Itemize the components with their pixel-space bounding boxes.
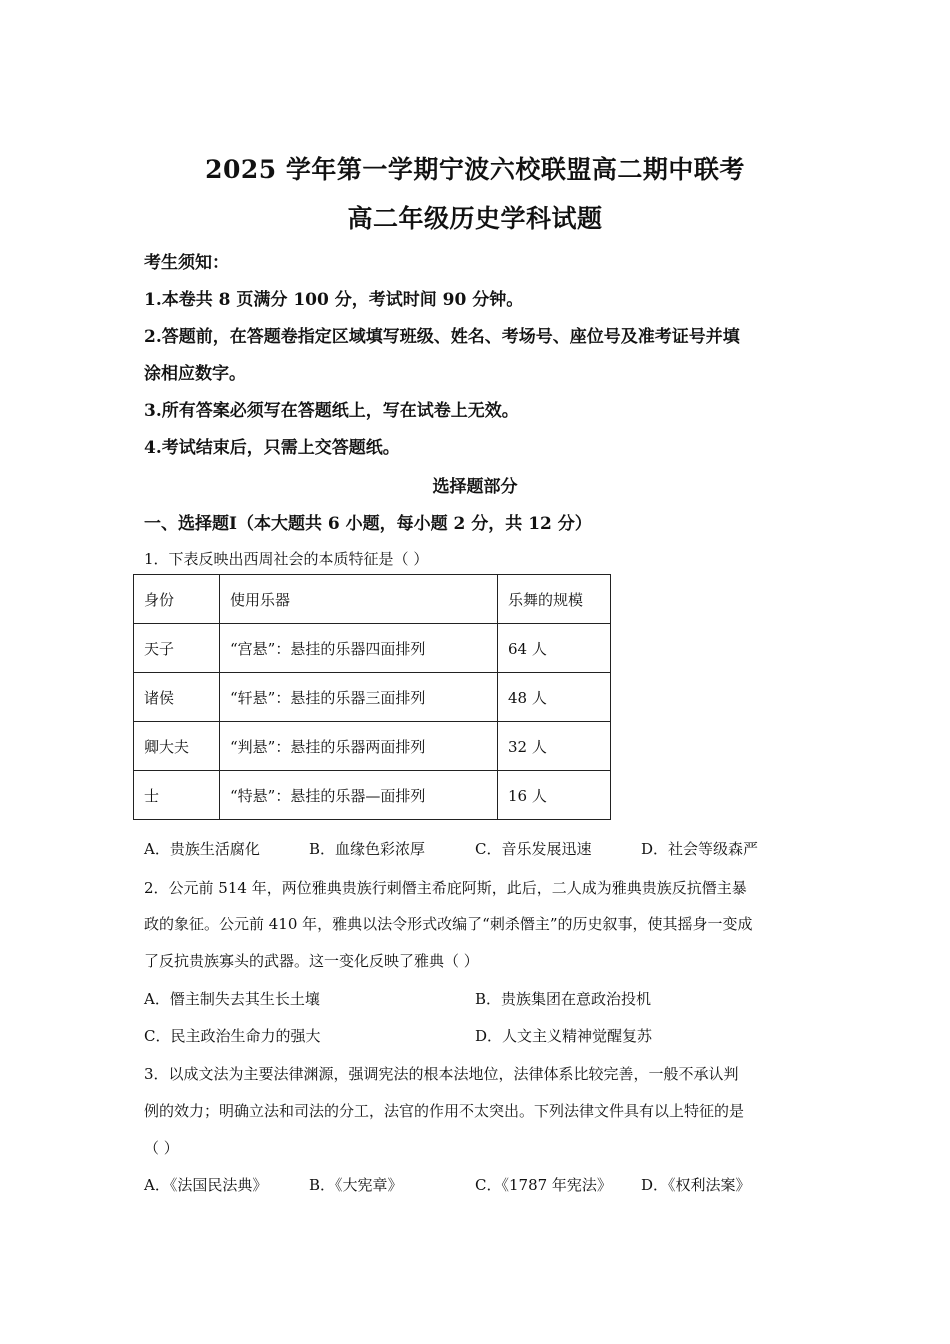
part-title: 选择题部分 <box>432 477 518 497</box>
q1-table <box>133 574 611 820</box>
q3-stem-line-3: （ ） <box>144 1139 179 1157</box>
notice-item-4: 4.考试结束后，只需上交答题纸。 <box>144 438 400 458</box>
q1-stem: 1．下表反映出西周社会的本质特征是（ ） <box>144 550 429 568</box>
section-heading: 一、选择题Ⅰ（本大题共 6 小题，每小题 2 分，共 12 分） <box>144 514 592 534</box>
table-cell: 16 人 <box>498 771 611 820</box>
q1-option-a: A．贵族生活腐化 <box>144 840 260 858</box>
table-row <box>134 771 611 820</box>
table-cell: 48 人 <box>498 673 611 722</box>
table-header-cell: 身份 <box>134 575 220 624</box>
q2-option-d: D．人文主义精神觉醒复苏 <box>475 1027 653 1045</box>
q3-option-b: B．《大宪章》 <box>309 1176 403 1194</box>
table-row <box>134 673 611 722</box>
notice-item-1: 1.本卷共 8 页满分 100 分，考试时间 90 分钟。 <box>144 290 524 310</box>
q1-option-d: D．社会等级森严 <box>641 840 759 858</box>
table-cell: 32 人 <box>498 722 611 771</box>
q2-stem-line-3: 了反抗贵族寡头的武器。这一变化反映了雅典（ ） <box>144 952 479 970</box>
table-cell: 64 人 <box>498 624 611 673</box>
table-cell: “轩悬”：悬挂的乐器三面排列 <box>220 673 498 722</box>
table-cell: “宫悬”：悬挂的乐器四面排列 <box>220 624 498 673</box>
table-header-cell: 使用乐器 <box>220 575 498 624</box>
q2-stem-line-1: 2．公元前 514 年，两位雅典贵族行刺僭主希庇阿斯，此后，二人成为雅典贵族反抗僭主暴 <box>144 879 747 897</box>
table-cell: 诸侯 <box>134 673 220 722</box>
q3-option-d: D．《权利法案》 <box>641 1176 751 1194</box>
table-cell: 卿大夫 <box>134 722 220 771</box>
q3-stem-line-1: 3．以成文法为主要法律渊源，强调宪法的根本法地位，法律体系比较完善，一般不承认判 <box>144 1065 739 1083</box>
notice-item-2-cont: 涂相应数字。 <box>144 364 246 384</box>
q2-stem-line-2: 政的象征。公元前 410 年，雅典以法令形式改编了“刺杀僭主”的历史叙事，使其摇身一变成 <box>144 915 753 933</box>
notice-item-3: 3.所有答案必须写在答题纸上，写在试卷上无效。 <box>144 401 519 421</box>
q3-option-c: C．《1787 年宪法》 <box>475 1176 612 1194</box>
table-row <box>134 624 611 673</box>
q1-option-c: C．音乐发展迅速 <box>475 840 592 858</box>
table-cell: 天子 <box>134 624 220 673</box>
table-cell: 士 <box>134 771 220 820</box>
table-cell: “特悬”：悬挂的乐器—面排列 <box>220 771 498 820</box>
table-header-cell: 乐舞的规模 <box>498 575 611 624</box>
exam-subtitle: 高二年级历史学科试题 <box>347 204 603 233</box>
table-header-row <box>134 575 611 624</box>
notice-item-2: 2.答题前，在答题卷指定区域填写班级、姓名、考场号、座位号及准考证号并填 <box>144 327 740 347</box>
q2-option-c: C．民主政治生命力的强大 <box>144 1027 321 1045</box>
q3-stem-line-2: 例的效力；明确立法和司法的分工，法官的作用不太突出。下列法律文件具有以上特征的是 <box>144 1102 745 1120</box>
q2-option-a: A．僭主制失去其生长土壤 <box>144 990 320 1008</box>
q3-option-a: A．《法国民法典》 <box>144 1176 268 1194</box>
table-cell: “判悬”：悬挂的乐器两面排列 <box>220 722 498 771</box>
table-row <box>134 722 611 771</box>
notice-heading: 考生须知： <box>144 253 229 273</box>
exam-title: 2025 学年第一学期宁波六校联盟高二期中联考 <box>205 155 745 184</box>
q2-option-b: B．贵族集团在意政治投机 <box>475 990 652 1008</box>
q1-option-b: B．血缘色彩浓厚 <box>309 840 426 858</box>
